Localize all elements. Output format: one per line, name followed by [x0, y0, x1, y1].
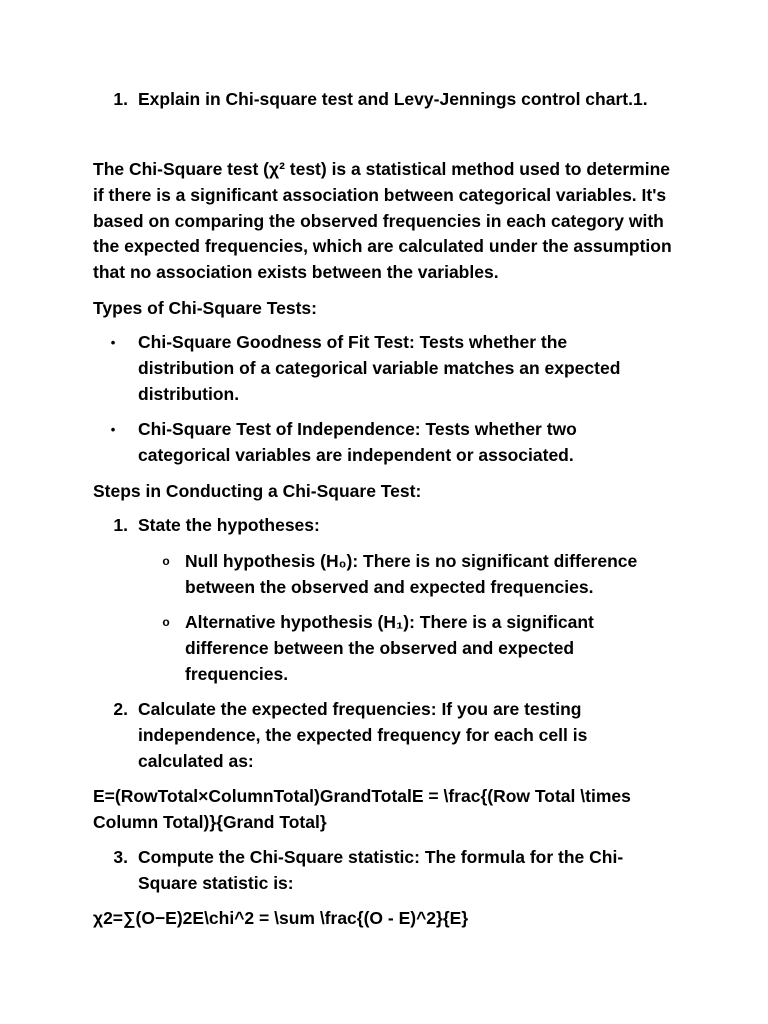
step-text: State the hypotheses: — [138, 515, 320, 535]
steps-heading: Steps in Conducting a Chi-Square Test: — [93, 481, 422, 501]
sub-list-item-text: Alternative hypothesis (H₁): There is a significant difference between the observed and expected frequencies. — [185, 612, 594, 684]
intro-paragraph: The Chi-Square test (χ² test) is a statistical method used to determine if there is a significant association between categorical variables. It's based on comparing the observed frequencies in each category with the expected frequencies, which are calculated under the assumption that no association exists between the variables. — [93, 159, 672, 283]
list-number: 3. — [113, 847, 128, 867]
step-text: Compute the Chi-Square statistic: The formula for the Chi-Square statistic is: — [138, 847, 624, 893]
step-item — [100, 845, 660, 897]
question-text: Explain in Chi-square test and Levy-Jennings control chart.1. — [138, 89, 648, 109]
bullet-icon: • — [110, 422, 116, 437]
list-number: 1. — [113, 89, 128, 109]
list-item — [108, 330, 658, 407]
circle-bullet-icon: o — [162, 554, 170, 568]
sub-list-item — [161, 549, 661, 601]
expected-frequency-formula: E=(RowTotal×ColumnTotal)GrandTotalE = \frac{(Row Total \times Column Total)}{Grand Total} — [93, 786, 631, 832]
step-text: Calculate the expected frequencies: If you are testing independence, the expected frequency for each cell is calculated as: — [138, 699, 588, 771]
list-number: 1. — [113, 515, 128, 535]
list-number: 2. — [113, 699, 128, 719]
sub-list-item — [161, 610, 621, 687]
sub-list-item-text: Null hypothesis (H₀): There is no significant difference between the observed and expected frequencies. — [185, 551, 638, 597]
question-heading — [100, 87, 720, 113]
list-item-text: Chi-Square Goodness of Fit Test: Tests whether the distribution of a categorical variable matches an expected distribution. — [138, 332, 621, 404]
step-item — [100, 697, 640, 774]
step-item — [100, 513, 660, 539]
types-heading: Types of Chi-Square Tests: — [93, 298, 317, 318]
circle-bullet-icon: o — [162, 615, 170, 629]
bullet-icon: • — [110, 335, 116, 350]
list-item — [108, 417, 658, 469]
chi-square-formula: χ2=∑(O−E)2E\chi^2 = \sum \frac{(O - E)^2}{E} — [93, 908, 469, 928]
list-item-text: Chi-Square Test of Independence: Tests whether two categorical variables are independent or associated. — [138, 419, 577, 465]
